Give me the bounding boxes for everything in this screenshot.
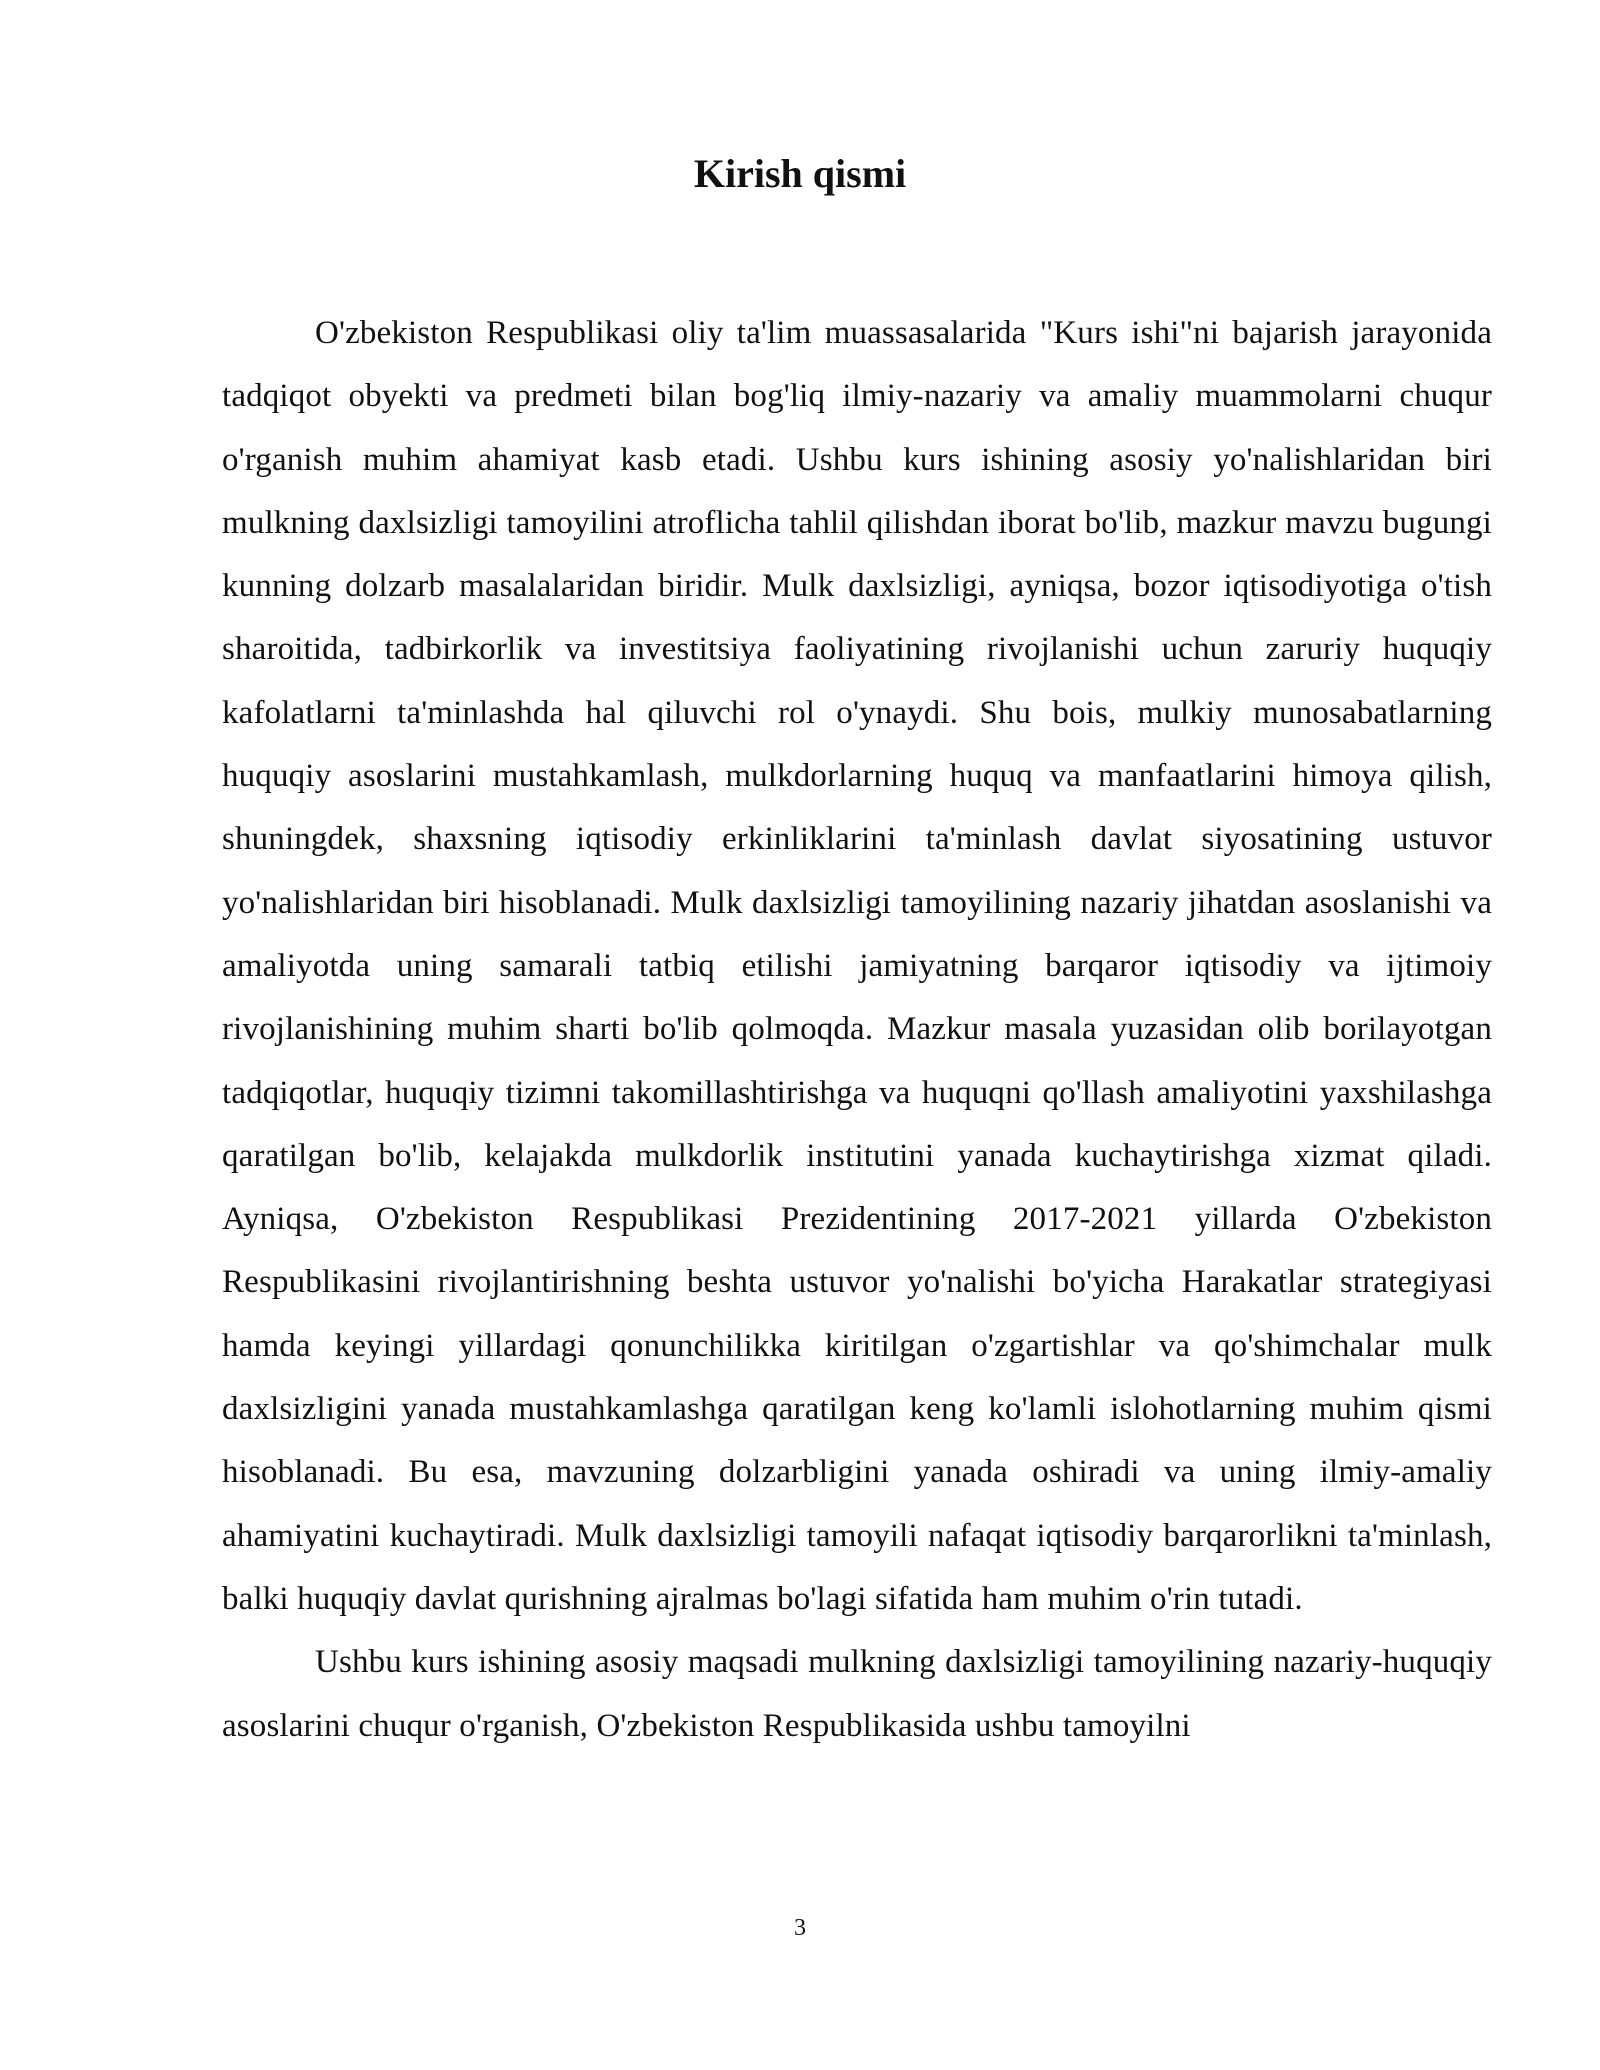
page-number: 3: [794, 1915, 806, 1941]
page-title: Kirish qismi: [693, 151, 907, 196]
body-text: [222, 302, 1492, 1758]
paragraph-2: Ushbu kurs ishining asosiy maqsadi mulkning daxlsizligi tamoyilining nazariy-huquqiy asoslarini chuqur o'rganish, O'zbekiston Respublikasida ushbu tamoyilni: [222, 1644, 1492, 1744]
paragraph-1: O'zbekiston Respublikasi oliy ta'lim muassasalarida "Kurs ishi"ni bajarish jarayonida tadqiqot obyekti va predmeti bilan bog'liq ilmiy-nazariy va amaliy muammolarni chuqur o'rganish muhim ahamiyat kasb etadi. Ushbu kurs ishining asosiy yo'nalishlaridan biri mulkning daxlsizligi tamoyilini atroflicha tahlil qilishdan iborat bo'lib, mazkur mavzu bugungi kunning dolzarb masalalaridan biridir. Mulk daxlsizligi, ayniqsa, bozor iqtisodiyotiga o'tish sharoitida, tadbirkorlik va investitsiya faoliyatining rivojlanishi uchun zaruriy huquqiy kafolatlarni ta'minlashda hal qiluvchi rol o'ynaydi. Shu bois, mulkiy munosabatlarning huquqiy asoslarini mustahkamlash, mulkdorlarning huquq va manfaatlarini himoya qilish, shuningdek, shaxsning iqtisodiy erkinliklarini ta'minlash davlat siyosatining ustuvor yo'nalishlaridan biri hisoblanadi. Mulk daxlsizligi tamoyilining nazariy jihatdan asoslanishi va amaliyotda uning samarali tatbiq etilishi jamiyatning barqaror iqtisodiy va ijtimoiy rivojlanishining muhim sharti bo'lib qolmoqda. Mazkur masala yuzasidan olib borilayotgan tadqiqotlar, huquqiy tizimni takomillashtirishga va huquqni qo'llash amaliyotini yaxshilashga qaratilgan bo'lib, kelajakda mulkdorlik institutini yanada kuchaytirishga xizmat qiladi. Ayniqsa, O'zbekiston Respublikasi Prezidentining 2017-2021 yillarda O'zbekiston Respublikasini rivojlantirishning beshta ustuvor yo'nalishi bo'yicha Harakatlar strategiyasi hamda keyingi yillardagi qonunchilikka kiritilgan o'zgartishlar va qo'shimchalar mulk daxlsizligini yanada mustahkamlashga qaratilgan keng ko'lamli islohotlarning muhim qismi hisoblanadi. Bu esa, mavzuning dolzarbligini yanada oshiradi va uning ilmiy-amaliy ahamiyatini kuchaytiradi. Mulk daxlsizligi tamoyili nafaqat iqtisodiy barqarorlikni ta'minlash, balki huquqiy davlat qurishning ajralmas bo'lagi sifatida ham muhim o'rin tutadi.: [222, 315, 1492, 1617]
